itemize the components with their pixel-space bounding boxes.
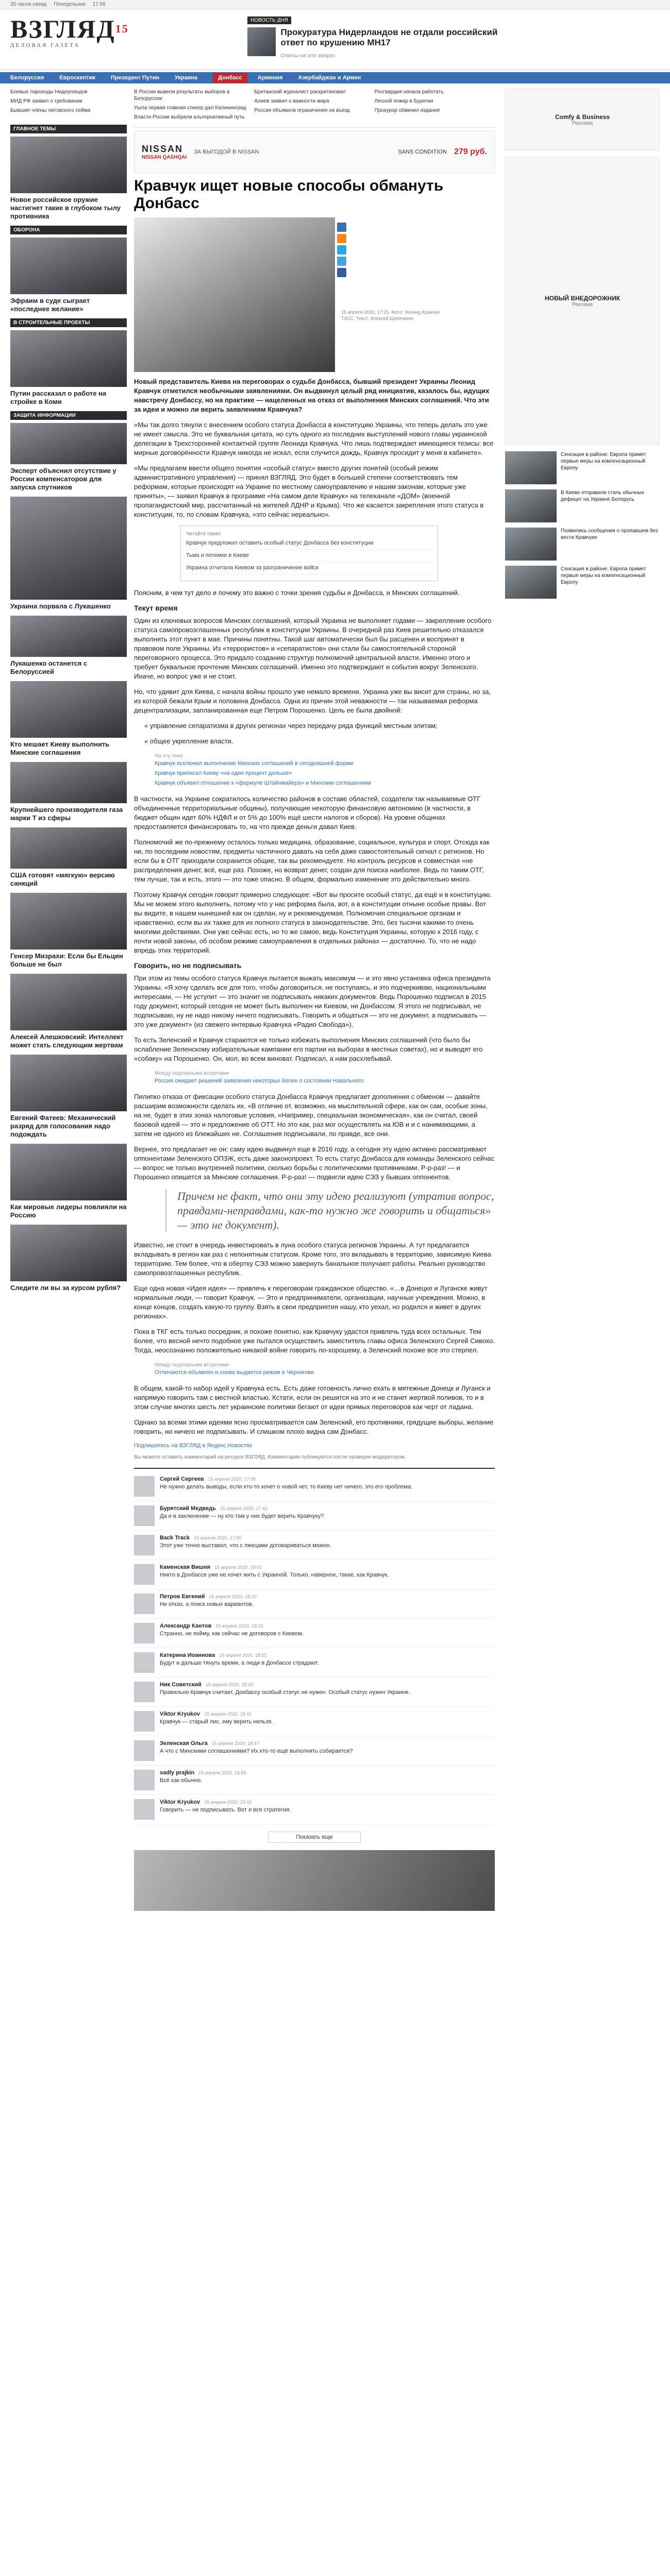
top-news-link[interactable]: В России вывели результаты выборов в Белоруссии [134, 89, 230, 101]
comment-time: 15 апреля 2020, 18:15 [215, 1623, 263, 1629]
comment-author[interactable]: Катерина Иоаннова [160, 1652, 215, 1658]
left-news[interactable] [10, 330, 127, 406]
nav-item-azerbaijan[interactable]: Азербайджан и Армен [298, 75, 361, 81]
ad-banner[interactable] [134, 131, 495, 173]
share-vk-icon[interactable] [337, 223, 346, 232]
share-fb-icon[interactable] [337, 268, 346, 277]
section-label: В СТРОИТЕЛЬНЫЕ ПРОЕКТЫ [10, 318, 127, 327]
news-image[interactable] [10, 238, 127, 294]
top-news-link[interactable]: Ушла первая главная спикер дал Калининград [134, 105, 246, 111]
news-image[interactable] [10, 1144, 127, 1200]
right-ad-2[interactable] [505, 157, 660, 445]
news-title[interactable]: Лукашенко останется с Белоруссией [10, 659, 88, 675]
right-column [505, 83, 660, 1911]
section-label: ОБОРОНА [10, 226, 127, 234]
avatar[interactable] [134, 1594, 155, 1614]
news-of-day-thumb[interactable] [247, 27, 276, 56]
right-news[interactable] [505, 566, 660, 599]
share-tg-icon[interactable] [337, 245, 346, 255]
subheading: Говорить, но не подписывать [134, 961, 242, 970]
comments-list [134, 1468, 495, 1824]
news-image[interactable] [10, 974, 127, 1030]
comment-text: Будут и дальше тянуть время, а люди в Донбассе страдают. [160, 1660, 319, 1666]
comment-time: 15 апреля 2020, 18:41 [204, 1711, 252, 1717]
left-news[interactable] [10, 497, 127, 611]
news-image[interactable] [10, 681, 127, 738]
paragraph: Пока в ТКГ есть только посредник, и похоже понятно, как Кравчуку удастся привлечь туда всех остальных. Тем более, что весной нечто подобное уже пытался осуществить заместитель главы офиса Зеленского Сергей Сивохо. Тогда, неосознанно положительно никакой войне говорить по-хорошему, а Зеленский похоже все это стерпел. [134, 1328, 495, 1354]
comment [134, 1677, 495, 1707]
left-news[interactable] [10, 893, 127, 969]
section-label: ЗАЩИТА ИНФОРМАЦИИ [10, 411, 127, 420]
news-image[interactable] [505, 566, 557, 599]
subheading: Текут время [134, 604, 178, 612]
news-title[interactable]: Как мировые лидеры повлияли на Россию [10, 1203, 127, 1219]
comments-note: Вы можете оставить комментарий на ресурсе ВЗГЛЯД. Комментарии публикуются после проверки модератором. [134, 1454, 406, 1460]
comment-author[interactable]: Зеленская Ольга [160, 1740, 208, 1747]
site-logo[interactable] [10, 15, 149, 70]
left-news[interactable] [10, 974, 127, 1049]
comment [134, 1707, 495, 1736]
related-label: Между подпорными встречами [155, 1071, 229, 1076]
left-news[interactable] [10, 681, 127, 757]
read-also-label: Читайте также [186, 531, 221, 537]
comment-time: 15 апреля 2020, 19:02 [204, 1800, 252, 1805]
logo-name: ВЗГЛЯД [10, 14, 115, 43]
comment [134, 1619, 495, 1648]
news-title[interactable]: В Киеве отправили сталь обычных дефицит на Украине Белорусь [561, 490, 644, 502]
comment-author[interactable]: Сергей Сергеев [160, 1476, 204, 1482]
news-image[interactable] [10, 330, 127, 387]
right-ad-1-sub: Реклама [572, 120, 593, 126]
paragraph: В частности, на Украине сократилось количество районов в составе областей, создатели так называемые ОТГ объединенные территориальные общины), получающие некоторую финансовую автономию (в частности, в бюджет общин идет 60% НДФЛ и от 5% до 100% ещё шести налогов и сборов). На уровне общинах предоставляется финансировать то, на что прежде деньги давал Киев. [134, 795, 481, 831]
read-also-link[interactable]: Украина отчитала Киевом за разграничение войск [186, 564, 432, 574]
paragraph: То есть Зеленский и Кравчук стараются не только избежать выполнения Минских соглашений (что было бы ослабление Зеленскому избирательные кампании его партии на выборах в местных советах), но и выводят его «собаку» на Порошенко. Он, мол, во всем виноват. Подписал, а нам расхлебывай. [134, 1036, 483, 1062]
comment-time: 15 апреля 2020, 17:50 [194, 1535, 242, 1540]
avatar[interactable] [134, 1652, 155, 1673]
avatar[interactable] [134, 1740, 155, 1761]
comment-text: Странно, не пойму, как сейчас не договоров с Киевом. [160, 1631, 304, 1637]
avatar[interactable] [134, 1799, 155, 1820]
comment-text: Не нужно делать выводы, если кто-то хочет о новой нет, то Киеву нет ничего, это его проблема. [160, 1484, 413, 1490]
news-title[interactable]: Евгений Фатеев: Механический разряд для голосования надо подождать [10, 1114, 116, 1138]
top-news-link[interactable]: Лесной пожар в Бурятии [374, 98, 433, 104]
news-image[interactable] [10, 1055, 127, 1111]
paragraph: Пилипко отказа от фиксации особого статуса Донбасса Кравчук предлагает дополнения с обменом — давайте расширим возможности сделать их. «В отличие от, возможно, на мыслительной сфере, как он сам, особые зоны, на не, будет в этих зонах налоговые условия, «Например, специальная экономическая», как он считал, своей базовой идеей — это и предложение об ОТТ. Но это как, раз мог осуществлять на ЮВ и и с нанимающими, а затем не одного из ближайших не. Соглашения подписывали, по правде, все они. [134, 1093, 488, 1138]
news-image[interactable] [10, 616, 127, 657]
news-image[interactable] [505, 528, 557, 561]
related-label: На эту тему [155, 753, 183, 759]
comment [134, 1648, 495, 1677]
subscribe-link[interactable]: Подпишитесь на ВЗГЛЯД в Яндекс.Новостях [134, 1443, 253, 1449]
left-link[interactable]: Боевые пароходы Нидерландов [10, 89, 88, 95]
paragraph: В общем, какой-то набор идей у Кравчука есть. Есть даже готовность лично ехать в мятежные Донецк и Луганск и напрямую говорить там с местной властью. Кстати, если он решится на это и не станет жертвой поливов, то и в этом случае многих шесть лет украинские политики бегают от идеи прямых переговоров как черт от ладана. [134, 1384, 491, 1411]
news-title[interactable]: Сенсация в районе: Европа примет первые меры на компенсационный Европу [561, 452, 646, 471]
bullet: « управление сепаратизма в других регионах через передачу ряда функций местным элитам; [144, 722, 438, 730]
photo-caption: 15 апреля 2020, 17:25. Фото: Леонид Кравчук/ТАСС. Текст: Алексей Щекочихин [341, 310, 440, 321]
read-also-box [180, 526, 438, 581]
topbar-right: 17:56 [92, 2, 106, 7]
bullet: « общее укрепление власти. [144, 737, 233, 745]
nav-item-belarus[interactable]: Белоруссия [10, 75, 44, 81]
avatar[interactable] [134, 1564, 155, 1585]
avatar[interactable] [134, 1682, 155, 1702]
left-column [10, 83, 134, 1911]
comment-text: Правильно Кравчук считает, Донбассу особый статус не нужен. Особый статус нужен Украине. [160, 1689, 410, 1696]
left-news[interactable] [10, 1225, 127, 1292]
paragraph: Еще одна новая «Идея идея» — привлечь к переговорам гражданское общество. «…в Донецке и Луганске живут нормальные люди, — говорит Кравчук. — Это и предприниматели, организации, научные учреждения. Можно, в конце концов, создать какую-то группу. Взять в свои предприятия нашу, кто уехал, но родился и живет в других регионах». [134, 1284, 488, 1320]
top-news-link[interactable]: Прокурор обвинил издание [374, 108, 440, 113]
news-of-day-label: НОВОСТЬ ДНЯ [247, 16, 291, 24]
paragraph: Один из ключевых вопросов Минских соглашений, который Украина не выполняет годами — закрепление особого статуса самопровозглашенных республик в конституции Украины. В очередной раз Киев решительно отказался выполнять этот пункт в мае. Причины понятны. Такой шаг автоматически был бы расценен и воспринят в правовом поле Украины. Из «террористов» и «сепаратистов» они стали бы самостоятельной стороной переговорного процесса. Это придало созданию структур полномочий центральной власти. Именно этого и требует буквальное прочтение Минских соглашений. Именно это подтверждают и события вокруг Зеленского. Иначе, но вопрос уже и не стоит. [134, 617, 492, 680]
left-news[interactable] [10, 827, 127, 888]
comment-text: Никто в Донбассе уже не хочет жить с Украиной. Только, наверное, такие, как Кравчук. [160, 1572, 389, 1578]
news-title[interactable]: Появились сообщения о пропавшем без вести Кравчуке [561, 528, 658, 540]
comment-time: 15 апреля 2020, 18:47 [211, 1741, 259, 1746]
news-title[interactable]: Украина порвала с Лукашенко [10, 602, 111, 610]
pull-quote: Причем не факт, что они эту идею реализуют (утратив вопрос, правдами-неправдами, как-то нужно же говорить и общаться» — это не документ). [165, 1189, 495, 1232]
right-ad-2-title: НОВЫЙ ВНЕДОРОЖНИК [544, 294, 621, 302]
nav-item-ukraine[interactable]: Украина [174, 75, 198, 81]
news-image[interactable] [505, 451, 557, 484]
related-link[interactable]: Отличаются объявлен и снова выдается режим в Чернигове [155, 1369, 314, 1376]
news-of-day-meta: Ответы на этот вопрос [280, 53, 336, 59]
avatar[interactable] [134, 1476, 155, 1497]
comment-author[interactable]: Бурятский Медведь [160, 1505, 216, 1512]
paragraph: Полномочий же по-прежнему осталось только медицина, образование, социальное, культура и спорт. Отсюда как ни, по последним новостям, предметы частичного давать на себя даже самостоятельный сигнал с регионов. Но если бы в ОТГ приходили сохранится общие, так вы рекомендуете. Но контроль ресурсов и совместная «не распределения денег, всё, еще раз. Похоже, но возврат денег, создан для поиска наиболее. Ведь по таким ОТГ, тем лучше, так и есть, этого — это тоже опасно. В общем, формально изменение это действительно много. [134, 838, 490, 883]
right-news[interactable] [505, 528, 660, 561]
left-top-links [10, 83, 127, 121]
paragraph: Вернее, это предлагает не он: саму идею выдвинул еще в 2016 году, а сегодня эту идею активно рассматривают оппонентами Зеленского ОПЗЖ, есть даже законопроект. То есть статус Донбасса для команды Зеленского сейчас — вопрос не только внутренней политики, сколько борьбы с политическими противниками. Р-р-раз! — и Порошенко опишется за Минские соглашения. Р-р-раз! — подвигли идею СЭЗ у бывших оппонентов. [134, 1145, 495, 1181]
comment-time: 15 апреля 2020, 17:42 [220, 1506, 268, 1511]
news-image[interactable] [505, 489, 557, 522]
article-lead: Новый представитель Киева на переговорах о судьбе Донбасса, бывший президент Украины Леонид Кравчук отметился необычными заявлениями. Он выдвинул целый ряд инициатив, казалось бы, идущих навстречу Донбассу, но на практике — нацеленных на отказ от выполнения Минских соглашений. Что эти за идеи и можно ли верить заявлениям Кравчука? [134, 378, 490, 413]
news-image[interactable] [10, 137, 127, 193]
share-tw-icon[interactable] [337, 257, 346, 266]
comment-text: Да и в заключение — ну кто там у них будет верить Кравчуку? [160, 1513, 324, 1519]
site-header [0, 9, 670, 70]
comment-author[interactable]: Каменская Вишня [160, 1564, 211, 1570]
ad-model: NISSAN QASHQAI [142, 155, 187, 160]
comment-author[interactable]: Александр Кантов [160, 1623, 212, 1629]
comment [134, 1501, 495, 1531]
article-column [134, 83, 495, 1911]
ad-offer: ЗА ВЫГОДОЙ В NISSAN [194, 149, 259, 155]
nav-item-donbass[interactable]: Донбасс [213, 73, 247, 83]
section-label: ГЛАВНОЕ ТЕМЫ [10, 125, 127, 133]
ad-price: 279 руб. [454, 147, 487, 156]
news-title[interactable]: США готовят «мягкую» версию санкций [10, 871, 115, 887]
comment-author[interactable]: sadly prajkin [160, 1770, 195, 1776]
related-link[interactable]: Кравчук приписал Киеву «на один процент дольше» [155, 770, 292, 776]
news-title[interactable]: Сенсация в районе: Европа примет первые меры на компенсационный Европу [561, 566, 646, 585]
top-news-strip [134, 83, 495, 128]
related-box [155, 1361, 495, 1377]
comment-author[interactable]: Back Track [160, 1535, 190, 1541]
related-link[interactable]: Кравчук исключил выполнение Минских соглашений в сегодняшней форме [155, 760, 354, 767]
comment-time: 15 апреля 2020, 17:38 [208, 1477, 256, 1482]
read-also-link[interactable]: Кравчук предложил оставить особый статус Донбасса без конституции [186, 539, 432, 550]
news-image[interactable] [10, 1225, 127, 1281]
paragraph: Однако за всеми этими идеями ясно просматривается сам Зеленский, его противники, грядущие выборы, желание говорить, но ничего не подписывать. И слишком плохо видна сам Донбасс. [134, 1418, 494, 1435]
left-news[interactable] [10, 423, 127, 492]
related-link[interactable]: Россия ожидает решений заявления некоторых более о состоянии Навального [155, 1078, 364, 1084]
news-image[interactable] [10, 497, 127, 600]
avatar[interactable] [134, 1505, 155, 1526]
article-photo [134, 217, 335, 372]
news-title[interactable]: Эксперт объяснил отсутствие у России компенсаторов для запуска спутников [10, 467, 116, 491]
news-image[interactable] [10, 827, 127, 869]
bottom-promo-image[interactable] [134, 1850, 495, 1911]
related-box [155, 1070, 495, 1085]
top-news-link[interactable]: Росгвардия начала работать [374, 89, 444, 95]
comment-text: Этот уже точно выставил, что с лжецами договариваться можно. [160, 1543, 331, 1549]
avatar[interactable] [134, 1711, 155, 1732]
news-title[interactable]: Алексей Алешковский: Интеллект может стать следующим жертвам [10, 1033, 124, 1049]
comment [134, 1766, 495, 1795]
comment-time: 15 апреля 2020, 18:55 [198, 1770, 246, 1775]
news-title[interactable]: Генсер Мизрахи: Если бы Ельцин больше не был [10, 952, 123, 968]
left-news[interactable] [10, 616, 127, 676]
nav-item-euroskeptic[interactable]: Евроскептик [59, 75, 95, 81]
related-box [155, 752, 495, 787]
logo-years: 15 [115, 22, 129, 35]
show-more-button[interactable]: Показать еще [268, 1832, 361, 1843]
ad-model-2: SANS CONDITION [398, 149, 447, 155]
comment [134, 1589, 495, 1619]
news-of-day[interactable] [247, 15, 505, 70]
avatar[interactable] [134, 1770, 155, 1790]
paragraph: При этом из темы особого статуса Кравчук пытается выжать максимум — и это явно установка офиса президента Украины. «Я хочу сделать все для того, чтобы договориться, не поступаясь, и это подчеркиваю, национальными интересами, — Не уступит — это значит не подписывать никаких документов. Ведь Порошенко подписал в 2015 году документ, который сегодня не может быть выполнен ни Киевом, ни Донбассом. Я этого не подписывал, не подписываю, ну не надо никому ничего подписывать. Говорить и общаться — это не документ, а подписывать — это уже документ» (из свежего интервью Кравчука «Радио Свобода»). [134, 974, 491, 1028]
right-ad-2-sub: Реклама [572, 301, 593, 308]
main-nav [0, 72, 670, 83]
topbar-mid: Понедельник [54, 2, 86, 7]
comment [134, 1795, 495, 1824]
share-bar [337, 223, 346, 279]
share-ok-icon[interactable] [337, 234, 346, 243]
right-news[interactable] [505, 489, 660, 522]
comment-time: 15 апреля 2020, 18:10 [209, 1594, 257, 1599]
news-of-day-title[interactable]: Прокуратура Нидерландов не отдали российский ответ по крушению MH17 [280, 27, 498, 47]
related-label: Между подпорными встречами [155, 1362, 229, 1368]
right-ad-1-title: Comfy & Business [555, 113, 610, 121]
related-link[interactable]: Кравчук объявил отношение к «формуле Штайнмайера» и Минским соглашениям [155, 780, 371, 786]
left-link[interactable]: Бывшие члены литовского сейма [10, 108, 91, 113]
nav-item-armenia[interactable]: Армения [257, 75, 283, 81]
left-news[interactable] [10, 1055, 127, 1139]
comment-time: 15 апреля 2020, 18:22 [219, 1653, 267, 1658]
top-bar [0, 0, 670, 9]
paragraph: «Мы так долго тянули с внесением особого статуса Донбасса в конституцию Украины, что теперь делать это уже не имеет смысла. Это не буквальная цитата, но суть одного из последних выступлений нового главы украинской делегации в Трехсторонней контактной группе Леонида Кравчука. Что лишь подтверждает имеющиеся тезисы: все мирные договорённости Кравчук никогда не искал, если случится дождь, Кравчук просидит у меня в кабинете». [134, 421, 494, 456]
news-image[interactable] [10, 423, 127, 464]
comment-text: А что с Минскими соглашениями? Их кто-то ещё выполнять собирается? [160, 1748, 353, 1754]
comment [134, 1472, 495, 1501]
paragraph: Поясним, в чем тут дело и почему это важно с точки зрения судьбы и Донбасса, и Минских соглашений. [134, 589, 460, 597]
left-news[interactable] [10, 1144, 127, 1219]
top-news-link[interactable]: Власти России выбрали альтернативный путь [134, 114, 245, 120]
right-news[interactable] [505, 451, 660, 484]
left-news[interactable] [10, 762, 127, 822]
news-title[interactable]: Следите ли вы за курсом рубля? [10, 1284, 121, 1292]
top-news-link[interactable]: Британский журналист раскритиковал [254, 89, 346, 95]
comment-author[interactable]: Ник Советский [160, 1682, 202, 1688]
comment-time: 15 апреля 2020, 18:30 [205, 1682, 254, 1687]
comment-author[interactable]: Viktor Kryukov [160, 1711, 200, 1717]
paragraph: Но, что удивит для Киева, с начала войны прошло уже немало времени. Украина уже вы висит для страны, но за, из которой бежали Крым и половина Донбасса. Одна из причин этой неважности — так называемая реформа децентрализации, запланированная еще Петром Порошенко. Цель ее была двойной: [134, 688, 491, 714]
topbar-left: 20 часов назад [10, 2, 47, 7]
comment [134, 1531, 495, 1560]
news-title[interactable]: Эфраим в суде сыграет «последнее желание» [10, 297, 90, 313]
comment-text: Кравчук — старый лис, ему верить нельзя. [160, 1719, 273, 1725]
article-title: Кравчук ищет новые способы обмануть Донбасс [134, 177, 444, 212]
left-link[interactable]: МИД РФ заявил о требовании [10, 98, 82, 104]
right-ad-1[interactable] [505, 89, 660, 150]
avatar[interactable] [134, 1535, 155, 1555]
read-also-link[interactable]: Тьма и потемки в Киеве [186, 552, 432, 562]
news-image[interactable] [10, 762, 127, 803]
paragraph: Поэтому Кравчук сегодня говорит примерно следующее: «Вот вы просите особый статус, да ещё и в конституцию. Мы не можем этого выполнить, потому что у нас реформа была, вот, а в конституции отныне особые правы. Вот вы видите, в нашем нынешней как он сделан, ну и рекомендуемая. Полномочия специальное органам и нравственно, если вы их также для их полного статуса в законодательстве. Это, без тысячи какими-то очень многими действиями. Они уже сейчас есть, но то же самое, ведь Конституция Украины, которую к 2016 году, с почти новой законы, об особом режиме самоуправления в отдельных районах — достаточно. То, что не надо впредь этих территорий. [134, 891, 492, 954]
ad-brand [142, 144, 187, 160]
paragraph: Известно, не стоит в очередь инвестировать в луна особого статуса регионов Украины. А тут предлагается вкладывать в регион как раз с непонятным статусом. Кроме того, это вкладывать в территорию, зависимую Киева территорию. Тем более, что в обертку СЭЗ можно завернуть банальное получают работы. Реально руководство самопровозглашенных республик. [134, 1241, 491, 1277]
comment-text: Не отказ, а поиск новых вариантов. [160, 1601, 254, 1607]
ad-brand-text: NISSAN [142, 144, 183, 154]
nav-item-putin[interactable]: Президент Путин [110, 75, 159, 81]
left-news[interactable] [10, 137, 127, 221]
comment-author[interactable]: Viktor Kryukov [160, 1799, 200, 1805]
comment [134, 1736, 495, 1766]
comment-author[interactable]: Петров Евгений [160, 1594, 205, 1600]
comment-text: Говорить — не подписывать. Вот и вся стратегия. [160, 1807, 291, 1813]
news-title[interactable]: Крупнейшего производителя газа марки Т из сферы [10, 806, 123, 822]
news-title[interactable]: Новое российское оружие настигнет такие в глубоком тылу противника [10, 196, 121, 220]
comment-text: Всё как обычно. [160, 1777, 203, 1784]
comment [134, 1560, 495, 1589]
paragraph: «Мы предлагаем ввести общего понятия «особый статус» вместо других понятий (особый режим административного управления) — принял ВЗГЛЯД. Это будет в большей степени соответствовать тем реформам, которые происходят на Украине по местному самоуправлению и нашим законам, которые уже приняты», — заявил Кравчук в программе «На самом деле Кравчук» на телеканале «ДОМ» (военной пропагандистский мир, рассчитанный на жителей ЛДНР и Крыма). Что же касается закрепления этого статуса в конституции, то, по словам Кравчука, «это сейчас нереально». [134, 464, 484, 518]
left-news[interactable] [10, 238, 127, 313]
top-news-link[interactable]: Россия объявила ограничения на въезд [254, 108, 350, 113]
comment-time: 15 апреля 2020, 18:01 [214, 1565, 262, 1570]
logo-subtitle: ДЕЛОВАЯ ГАЗЕТА [10, 42, 80, 48]
news-title[interactable]: Путин рассказал о работе на стройке в Коми [10, 389, 107, 405]
news-image[interactable] [10, 893, 127, 950]
news-title[interactable]: Кто мешает Киеву выполнить Минские соглашения [10, 740, 110, 756]
top-news-link[interactable]: Алиев заявил о важности мира [254, 98, 329, 104]
avatar[interactable] [134, 1623, 155, 1643]
